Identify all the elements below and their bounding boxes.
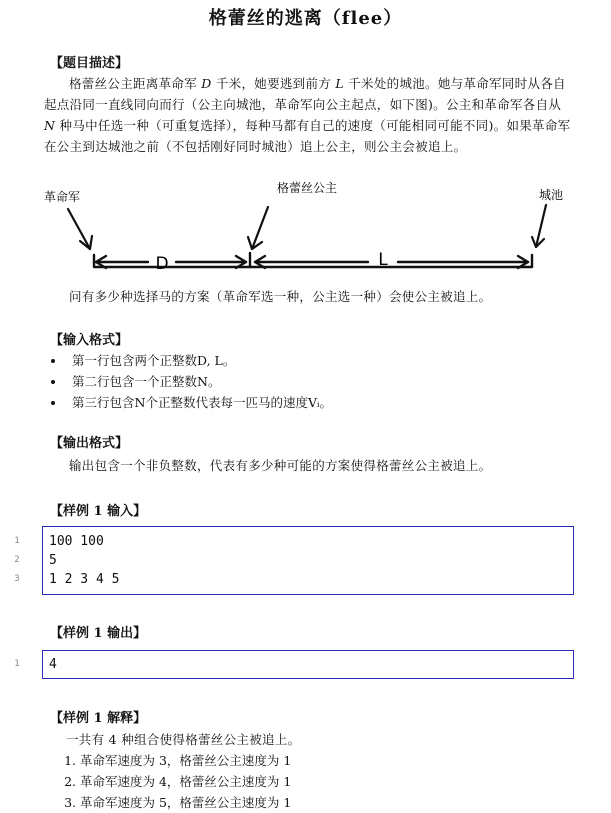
code-line [14,655,573,674]
description-text-1: 格蕾丝公主距离革命军 [69,76,202,91]
code-text: 5 [49,553,57,568]
sample-output-box[interactable] [14,650,574,679]
math-L: L [335,76,344,91]
output-format-heading: 【输出格式】 [50,436,129,451]
sample-input-box[interactable] [14,526,574,595]
diagram-label-army: 革命军 [43,190,81,204]
code-line [14,551,573,570]
explanation-item: 3. 革命军速度为 5，格蕾丝公主速度为 1 [80,792,291,813]
page-title: 格蕾丝的逃离（flee） [208,8,403,29]
explanation-heading: 【样例 1 解释】 [50,711,147,726]
army-pointer-arrow [68,209,90,249]
code-text: 100 100 [49,534,104,549]
input-format-item: • 第一行包含两个正整数D, L。 [66,350,332,371]
input-format-list [44,350,332,413]
math-N: N [44,118,56,133]
explanation-intro: 一共有 4 种组合使得格蕾丝公主被追上。 [66,732,301,747]
description-text-3: 千米处的城池。她与革命军同时从各自起点沿同一直线同向而行（公主向城池，革命军向公主起点，如下图)。公主和革命军各自从 [44,76,566,112]
diagram-label-princess: 格蕾丝公主 [276,181,338,195]
math-D: D [201,76,212,91]
chase-diagram [0,175,611,285]
code-text: 4 [49,657,57,672]
explanation-list [58,750,291,813]
line-number: 2 [14,555,20,565]
input-format-item: • 第二行包含一个正整数N。 [66,371,332,392]
code-line [14,532,573,551]
description-paragraph [44,73,576,157]
diagram-label-d: D [155,254,169,274]
explanation-item: 1. 革命军速度为 3，格蕾丝公主速度为 1 [80,750,291,771]
diagram-label-city: 城池 [538,188,564,202]
description-heading: 【题目描述】 [50,56,129,71]
description-text-2: 千米，她要逃到前方 [211,76,336,91]
question-text: 问有多少种选择马的方案（革命军选一种，公主选一种）会使公主被追上。 [69,289,492,304]
input-format-item: • 第三行包含N个正整数代表每一匹马的速度Vᵢ。 [66,392,332,413]
code-line [14,570,573,589]
input-format-heading: 【输入格式】 [50,333,129,348]
description-text-4: 种马中任选一种（可重复选择），每种马都有自己的速度（可能相同可能不同)。如果革命军在公主到达城池之前（不包括刚好同时城池）追上公主，则公主会被追上。 [44,118,571,154]
output-format-text: 输出包含一个非负整数，代表有多少种可能的方案使得格蕾丝公主被追上。 [69,458,492,473]
line-number: 3 [14,574,20,584]
explanation-item: 2. 革命军速度为 4，格蕾丝公主速度为 1 [80,771,291,792]
line-number: 1 [14,536,20,546]
diagram-label-l: L [378,250,388,270]
sample-output-heading: 【样例 1 输出】 [50,626,147,641]
line-number: 1 [14,659,20,669]
sample-input-heading: 【样例 1 输入】 [50,504,147,519]
code-text: 1 2 3 4 5 [49,572,120,587]
